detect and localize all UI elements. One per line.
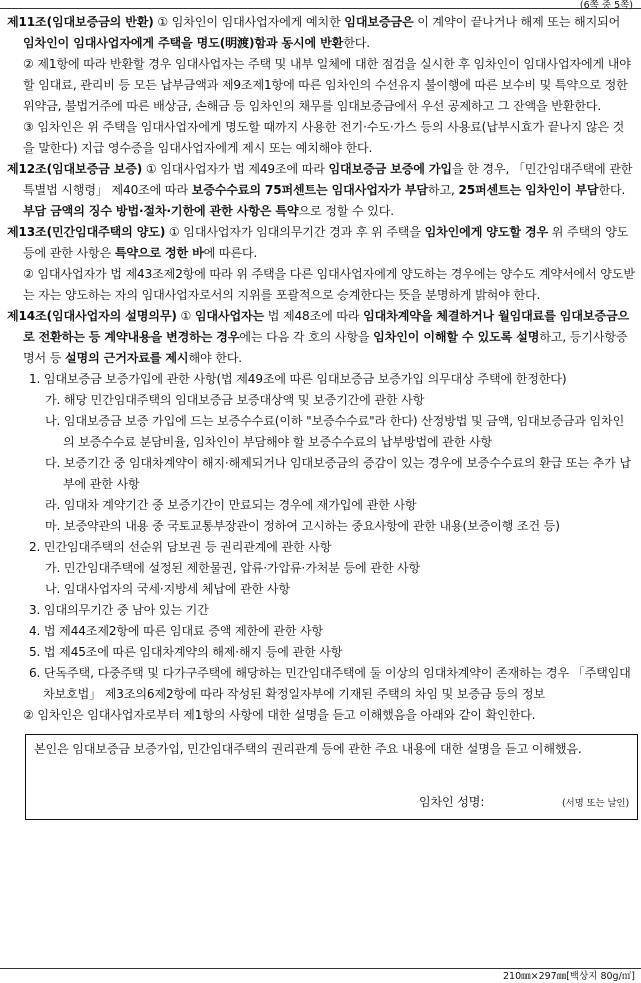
list-item: 나. 임대사업자의 국세·지방세 체납에 관한 사항 bbox=[45, 582, 290, 596]
article-11-para-2: ② 제1항에 따라 반환할 경우 임대사업자는 주택 및 내부 일체에 대한 점검을 실시한 후 임차인이 임대사업자에게 내야 할 임대료, 관리비 등 모든 납부금액과 제9조제1항에 따른 임차인의 수선유지 불이행에 따른 보수비 및 특약으로 정한 위약금, 불법거주에 따른 배상금, 손해금 등 임차인의 채무를 임대보증금에서 우선 공제하고 그 잔액을 반환한다. bbox=[23, 57, 631, 113]
confirmation-statement: 본인은 임대보증금 보증가입, 민간임대주택의 권리관계 등에 관한 주요 내용에 대한 설명을 듣고 이해했음. bbox=[34, 742, 582, 756]
list-item: 4. 법 제44조제2항에 따른 임대료 증액 제한에 관한 사항 bbox=[29, 624, 324, 638]
list-item: 마. 보증약관의 내용 중 국토교통부장관이 정하여 고시하는 중요사항에 관한 내용(보증이행 조건 등) bbox=[45, 519, 560, 533]
article-14-title: 제14조(임대사업자의 설명의무) bbox=[7, 309, 177, 323]
article-13-para-1: 제13조(민간임대주택의 양도) ① 임대사업자가 임대의무기간 경과 후 위 주택을 임차인에게 양도할 경우 위 주택의 양도 등에 관한 사항은 특약으로 정한 바에 따른다. bbox=[7, 225, 629, 260]
signature-line[interactable] bbox=[419, 791, 629, 815]
list-item: 3. 임대의무기간 중 남아 있는 기간 bbox=[29, 603, 209, 617]
list-item: 가. 해당 민간임대주택의 임대보증금 보증대상액 및 보증기간에 관한 사항 bbox=[45, 393, 425, 407]
article-14-para-2: ② 임차인은 임대사업자로부터 제1항의 사항에 대한 설명을 듣고 이해했음을 아래와 같이 확인한다. bbox=[23, 708, 536, 722]
list-item: 라. 임대차 계약기간 중 보증기간이 만료되는 경우에 재가입에 관한 사항 bbox=[45, 498, 417, 512]
article-13-title: 제13조(민간임대주택의 양도) bbox=[7, 225, 166, 239]
list-item: 5. 법 제45조에 따른 임대차계약의 해제·해지 등에 관한 사항 bbox=[29, 645, 343, 659]
list-item: 나. 임대보증금 보증 가입에 드는 보증수수료(이하 "보증수수료"라 한다) 산정방법 및 금액, 임대보증금과 임차인의 보증수수료 분담비율, 임차인이 부담해야 할 보증수수료의 납부방법에 관한 사항 bbox=[45, 414, 625, 449]
article-12-para-1: 제12조(임대보증금 보증) ① 임대사업자가 법 제49조에 따라 임대보증금 보증에 가입을 한 경우, 「민간임대주택에 관한 특별법 시행령」 제40조에 따라 보증수수료의 75퍼센트는 임대사업자가 부담하고, 25퍼센트는 임차인이 부담한다. 부담 금액의 징수 방법·절차·기한에 관한 사항은 특약으로 정할 수 있다. bbox=[7, 162, 633, 218]
list-item: 1. 임대보증금 보증가입에 관한 사항(법 제49조에 따른 임대보증금 보증가입 의무대상 주택에 한정한다) bbox=[29, 372, 567, 386]
paper-spec-footer: 210㎜×297㎜[백상지 80g/㎡] bbox=[502, 971, 635, 982]
document-body bbox=[7, 12, 635, 820]
top-divider bbox=[0, 8, 641, 9]
list-item: 가. 민간임대주택에 설정된 제한물권, 압류·가압류·가처분 등에 관한 사항 bbox=[45, 561, 421, 575]
confirmation-box bbox=[25, 734, 638, 820]
page-number: (6쪽 중 5쪽) bbox=[579, 0, 633, 11]
list-item: 6. 단독주택, 다중주택 및 다가구주택에 해당하는 민간임대주택에 둘 이상의 임대차계약이 존재하는 경우 「주택임대차보호법」 제3조의6제2항에 따라 작성된 확정일자부에 기재된 주택의 차임 및 보증금 등의 정보 bbox=[29, 666, 631, 701]
article-12-title: 제12조(임대보증금 보증) bbox=[7, 162, 143, 176]
article-11-title: 제11조(임대보증금의 반환) bbox=[7, 15, 154, 29]
article-14-para-1: 제14조(임대사업자의 설명의무) ① 임대사업자는 법 제48조에 따라 임대차계약을 체결하거나 월임대료를 임대보증금으로 전환하는 등 계약내용을 변경하는 경우에는 다음 각 호의 사항을 임차인이 이해할 수 있도록 설명하고, 등기사항증명서 등 설명의 근거자료를 제시해야 한다. bbox=[7, 309, 630, 365]
list-item: 다. 보증기간 중 임대차계약이 해지·해제되거나 임대보증금의 증감이 있는 경우에 보증수수료의 환급 또는 추가 납부에 관한 사항 bbox=[45, 456, 631, 491]
list-item: 2. 민간임대주택의 선순위 담보권 등 권리관계에 관한 사항 bbox=[29, 540, 332, 554]
article-14-items bbox=[7, 369, 635, 705]
article-11-para-1: 제11조(임대보증금의 반환) ① 임차인이 임대사업자에게 예치한 임대보증금은 이 계약이 끝나거나 해제 또는 해지되어 임차인이 임대사업자에게 주택을 명도(明渡)함과 동시에 반환한다. bbox=[7, 15, 621, 50]
article-13-para-2: ② 임대사업자가 법 제43조제2항에 따라 위 주택을 다른 임대사업자에게 양도하는 경우에는 양수도 계약서에서 양도받는 자는 양도하는 자의 임대사업자로서의 지위를 포괄적으로 승계한다는 뜻을 분명하게 밝혀야 한다. bbox=[23, 267, 635, 302]
signature-note: (서명 또는 날인) bbox=[561, 798, 629, 809]
tenant-name-label: 임차인 성명: bbox=[418, 795, 485, 809]
article-11-para-3: ③ 임차인은 위 주택을 임대사업자에게 명도할 때까지 사용한 전기·수도·가스 등의 사용료(납부시효가 끝나지 않은 것을 말한다) 지급 영수증을 임대사업자에게 제시 또는 예치해야 한다. bbox=[23, 120, 625, 155]
